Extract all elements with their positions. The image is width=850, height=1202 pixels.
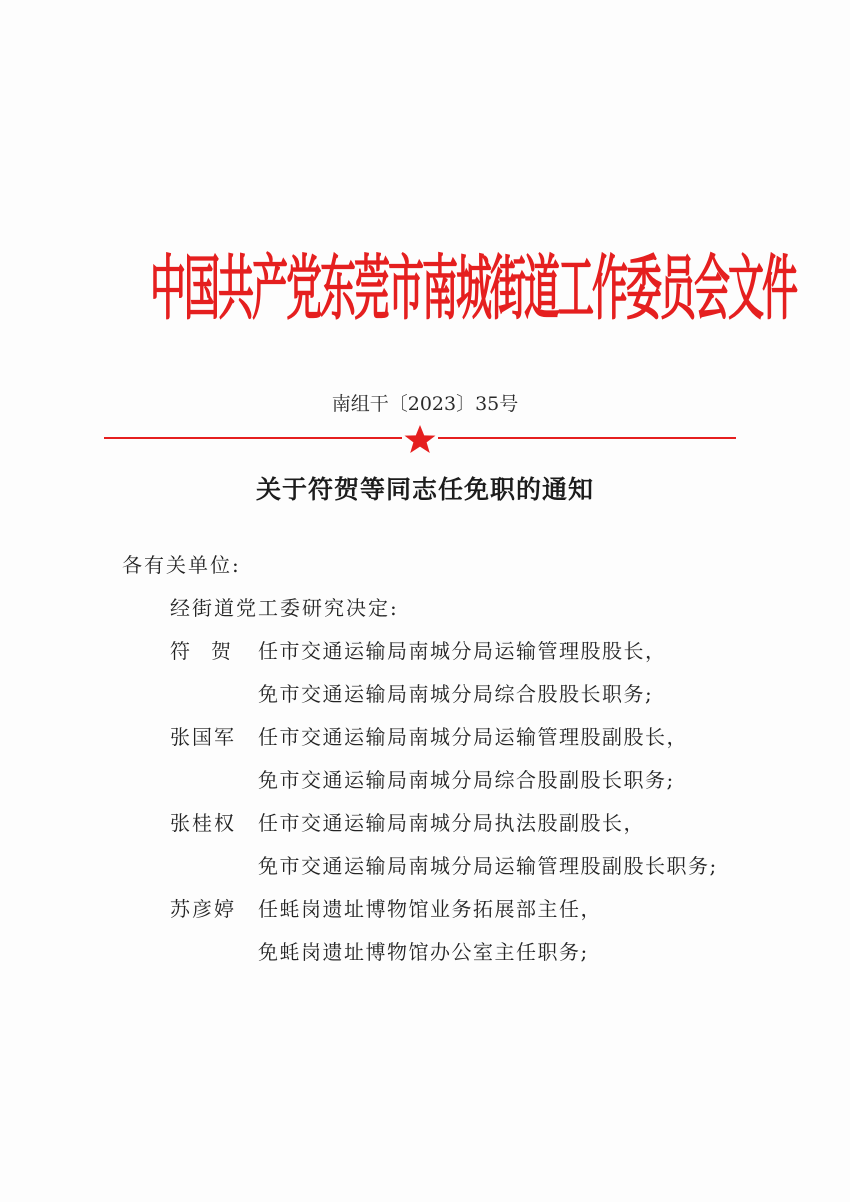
appointee-name: 苏彦婷 bbox=[170, 897, 236, 921]
appointee-name: 张国军 bbox=[170, 725, 236, 749]
intro-paragraph: 经街道党工委研究决定: bbox=[170, 596, 399, 620]
appointment-line: 任市交通运输局南城分局执法股副股长， bbox=[258, 811, 645, 835]
red-rule-left bbox=[104, 437, 402, 439]
appointee-name: 符贺 bbox=[170, 639, 252, 663]
issuer-masthead: 中国共产党东莞市南城街道工作委员会文件 bbox=[150, 248, 797, 330]
dismissal-line: 免市交通运输局南城分局综合股股长职务; bbox=[258, 682, 654, 706]
dismissal-line: 免蚝岗遗址博物馆办公室主任职务; bbox=[258, 940, 589, 964]
appointment-line: 任市交通运输局南城分局运输管理股股长， bbox=[258, 639, 667, 663]
salutation: 各有关单位: bbox=[122, 553, 241, 577]
appointee-name: 张桂权 bbox=[170, 811, 236, 835]
dismissal-line: 免市交通运输局南城分局运输管理股副股长职务; bbox=[258, 854, 718, 878]
red-rule-right bbox=[438, 437, 736, 439]
notice-title: 关于符贺等同志任免职的通知 bbox=[255, 475, 594, 504]
red-star-icon bbox=[402, 423, 438, 455]
document-number: 南组干〔2023〕35号 bbox=[331, 393, 519, 415]
dismissal-line: 免市交通运输局南城分局综合股副股长职务; bbox=[258, 768, 675, 792]
appointment-line: 任市交通运输局南城分局运输管理股副股长， bbox=[258, 725, 688, 749]
appointment-line: 任蚝岗遗址博物馆业务拓展部主任， bbox=[258, 897, 602, 921]
